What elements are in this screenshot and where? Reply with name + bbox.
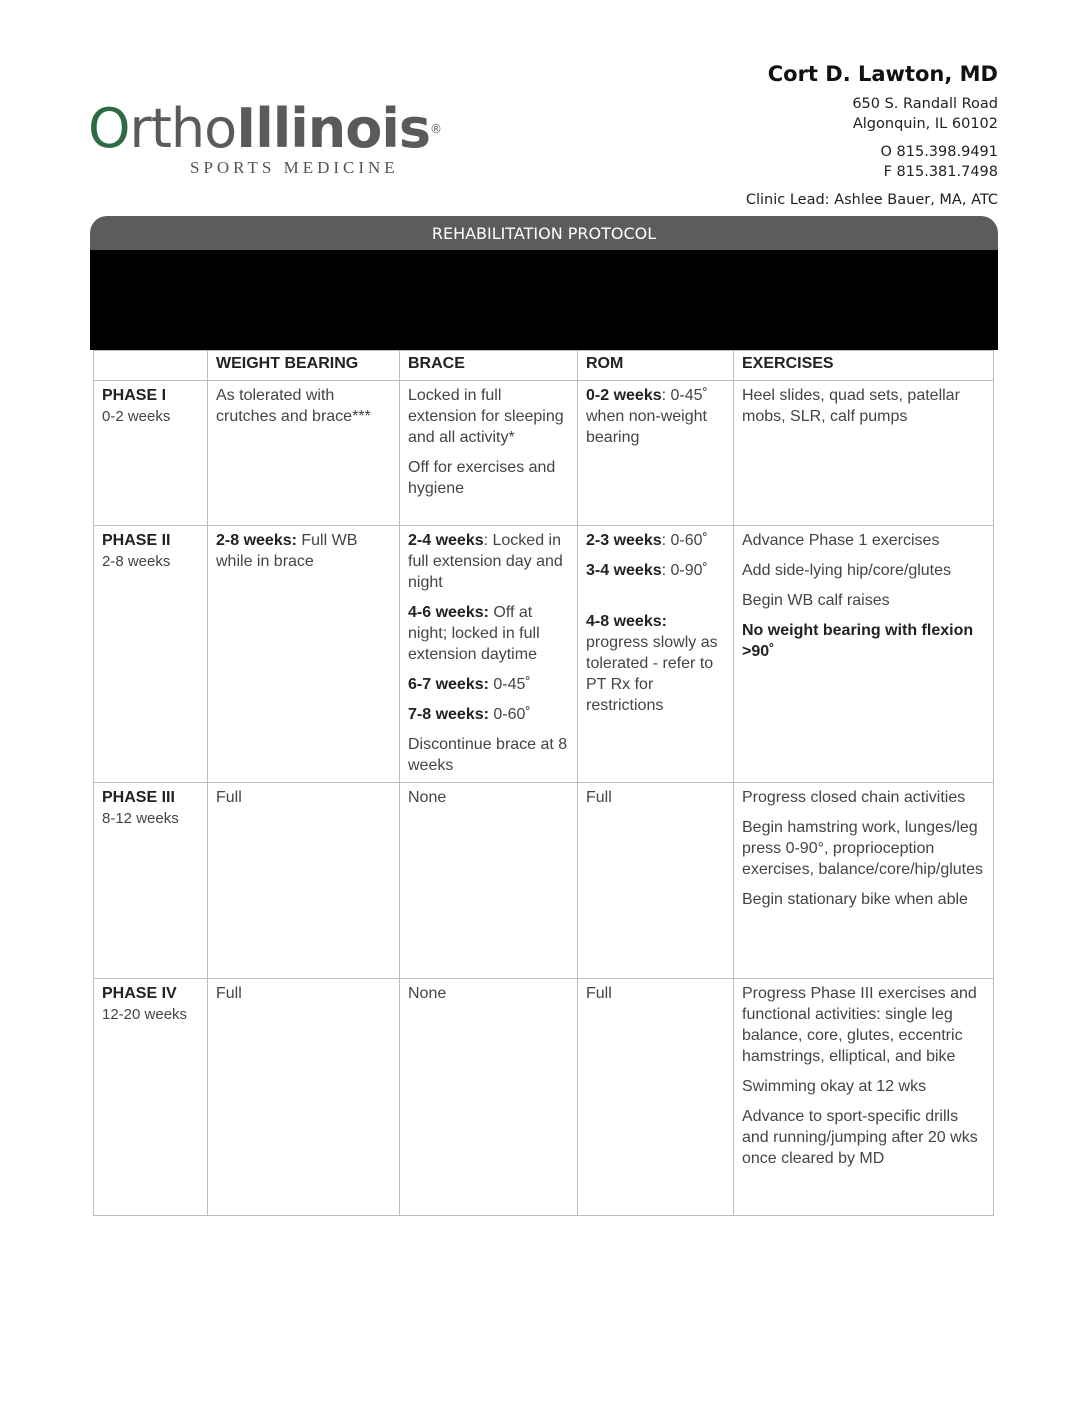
rom-cell: Full <box>578 783 734 979</box>
rom-cell: 2-3 weeks: 0-60˚ 3-4 weeks: 0-90˚ 4-8 weeks: progress slowly as tolerated - refer to PT Rx for restrictions <box>578 526 734 783</box>
header-brace: BRACE <box>400 351 578 381</box>
office-phone: O 815.398.9491 <box>880 144 998 160</box>
phase-name: PHASE II <box>102 532 171 549</box>
brace-cell: None <box>400 979 578 1216</box>
protocol-banner <box>90 216 998 250</box>
phase-cell <box>94 783 208 979</box>
weight-bearing-cell: 2-8 weeks: Full WB while in brace <box>208 526 400 783</box>
phase-range: 8-12 weeks <box>102 810 179 827</box>
brace-cell: 2-4 weeks: Locked in full extension day and night 4-6 weeks: Off at night; locked in full extension daytime 6-7 weeks: 0-45˚ 7-8 weeks: 0-60˚ Discontinue brace at 8 weeks <box>400 526 578 783</box>
brace-cell: None <box>400 783 578 979</box>
weight-bearing-cell: Full <box>208 783 400 979</box>
rom-cell: 0-2 weeks: 0-45˚ when non-weight bearing <box>578 381 734 526</box>
table-row <box>94 526 994 783</box>
brace-cell: Locked in full extension for sleeping and all activity* Off for exercises and hygiene <box>400 381 578 526</box>
header-exercises: EXERCISES <box>734 351 994 381</box>
address-line-1: 650 S. Randall Road <box>852 96 998 112</box>
exercises-cell: Advance Phase 1 exercises Add side-lying hip/core/glutes Begin WB calf raises No weight bearing with flexion >90˚ <box>734 526 994 783</box>
table-row <box>94 979 994 1216</box>
doctor-name: Cort D. Lawton, MD <box>767 62 998 86</box>
header-rom: ROM <box>578 351 734 381</box>
weight-bearing-cell: As tolerated with crutches and brace*** <box>208 381 400 526</box>
contact-block <box>746 60 998 210</box>
phase-range: 12-20 weeks <box>102 1006 188 1023</box>
header-phase <box>94 351 208 381</box>
redaction-bar <box>90 250 998 350</box>
table-row <box>94 783 994 979</box>
exercises-cell: Heel slides, quad sets, patellar mobs, SLR, calf pumps <box>734 381 994 526</box>
phase-name: PHASE I <box>102 387 167 404</box>
phase-name: PHASE IV <box>102 985 177 1002</box>
banner-title: REHABILITATION PROTOCOL <box>431 223 657 243</box>
logo-wordmark: OrthoIllinois® <box>88 97 441 160</box>
phase-range: 0-2 weeks <box>102 408 171 425</box>
phase-cell <box>94 526 208 783</box>
protocol-table <box>93 350 994 1216</box>
phase-cell <box>94 381 208 526</box>
exercises-cell: Progress Phase III exercises and functional activities: single leg balance, core, glutes, eccentric hamstrings, elliptical, and bike Swimming okay at 12 wks Advance to sport-specific drills and running/jumping after 20 wks once cleared by MD <box>734 979 994 1216</box>
fax-number: F 815.381.7498 <box>883 164 998 180</box>
rom-cell: Full <box>578 979 734 1216</box>
table-header-row <box>94 351 994 381</box>
exercises-cell: Progress closed chain activities Begin hamstring work, lunges/leg press 0-90°, proprioception exercises, balance/core/hip/glutes Begin stationary bike when able <box>734 783 994 979</box>
logo-subtitle: SPORTS MEDICINE <box>190 158 399 177</box>
header-weight-bearing: WEIGHT BEARING <box>208 351 400 381</box>
address-line-2: Algonquin, IL 60102 <box>852 116 998 132</box>
table-row <box>94 381 994 526</box>
weight-bearing-cell: Full <box>208 979 400 1216</box>
orthoillinois-logo <box>88 97 441 188</box>
phase-range: 2-8 weeks <box>102 553 171 570</box>
clinic-lead: Clinic Lead: Ashlee Bauer, MA, ATC <box>745 192 998 208</box>
phase-name: PHASE III <box>102 789 175 806</box>
phase-cell <box>94 979 208 1216</box>
